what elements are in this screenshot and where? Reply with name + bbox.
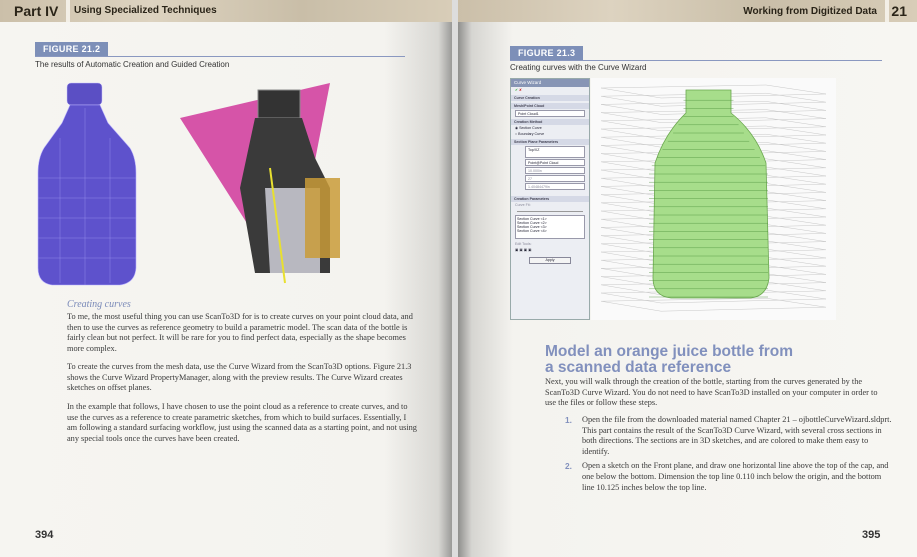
automatic-creation-bottle xyxy=(38,83,136,285)
section-method[interactable]: Creation Method xyxy=(511,119,589,125)
distance-field[interactable]: 10.000in xyxy=(525,167,585,174)
page-number: 394 xyxy=(35,529,54,541)
curve-preview-viewport xyxy=(591,78,836,320)
figure-label: FIGURE 21.3 xyxy=(510,46,583,60)
figure-rule xyxy=(510,60,882,61)
plane-field[interactable]: Top/XZ xyxy=(525,146,585,158)
pm-title: Curve Wizard xyxy=(511,79,589,87)
paragraph-2: To create the curves from the mesh data, use the Curve Wizard from the ScanTo3D options. Figure 21.3 shows the Curve Wizard PropertyManager, along with the preview results. The Curve Wizard creates sketches on offset planes. xyxy=(67,362,412,393)
steps-list xyxy=(565,415,893,497)
radio-boundary-curve[interactable]: ○ Boundary Curve xyxy=(515,132,545,136)
point-field[interactable]: Point@Point Cloud xyxy=(525,159,585,166)
list-item[interactable]: Section Curve <4> xyxy=(517,229,547,233)
curve-fit-label: Curve Fit: xyxy=(515,203,531,207)
header-title: Working from Digitized Data xyxy=(743,6,877,17)
edit-tools-label: Edit Tools: xyxy=(515,242,532,246)
page-number: 395 xyxy=(862,529,881,541)
radio-section-curve[interactable]: ◉ Section Curve xyxy=(515,126,542,130)
figure-rule xyxy=(35,56,405,57)
paragraph-1: To me, the most useful thing you can use ScanTo3D for is to create curves on your point cloud data, and then to use the curves as reference geometry to build a parametric model. The scan data of the bottle is fairly clean but not perfect. It will be rare for you to find perfect data, especially as the shape becomes more complex. xyxy=(67,312,413,353)
chapter-number: 21 xyxy=(891,3,907,19)
section-plane-params[interactable]: Section Plane Parameters xyxy=(511,139,589,145)
spacing-field[interactable]: 1.40484479in xyxy=(525,183,585,190)
cancel-icon[interactable]: ✘ xyxy=(519,88,523,92)
left-page xyxy=(0,0,452,557)
edit-tool-icons[interactable]: ▣ ▣ ▣ ▣ xyxy=(515,248,532,252)
figure-caption: Creating curves with the Curve Wizard xyxy=(510,63,647,72)
figure-label: FIGURE 21.2 xyxy=(35,42,108,56)
mesh-field[interactable]: Point Cloud1 xyxy=(515,110,585,117)
ok-icon[interactable]: ✔ xyxy=(515,88,519,92)
list-item[interactable]: Section Curve <1> xyxy=(517,217,547,221)
intro-paragraph: Next, you will walk through the creation of the bottle, starting from the curves generated by the ScanTo3D Curve Wizard. You do not need to have ScanTo3D installed on your computer in order to use the files or follow these steps. xyxy=(545,377,878,408)
list-item[interactable]: Section Curve <3> xyxy=(517,225,547,229)
section-creation-params[interactable]: Creation Parameters xyxy=(511,196,589,202)
step-1: 1. Open the file from the downloaded material named Chapter 21 – ojbottleCurveWizard.sldprt. This part contains the result of the ScanTo3D Curve Wizard, with several cross sections in both directions. The sections are in 3D sketches, and are colored to make them easy to identify. xyxy=(565,415,892,456)
guided-creation-bottle xyxy=(180,83,340,283)
subheading-creating-curves: Creating curves xyxy=(67,299,131,310)
count-field[interactable]: 27 xyxy=(525,175,585,182)
section-heading: Model an orange juice bottle from a scanned data reference xyxy=(545,343,794,376)
curve-fit-slider[interactable] xyxy=(517,211,583,212)
curve-wizard-property-manager xyxy=(510,78,590,320)
list-item[interactable]: Section Curve <2> xyxy=(517,221,547,225)
figure-caption: The results of Automatic Creation and Guided Creation xyxy=(35,60,230,69)
step-2: 2. Open a sketch on the Front plane, and draw one horizontal line above the top of the cap, and one below the bottom. Dimension the top line 0.110 inch below the origin, and the bottom line 10.125 inches below the top line. xyxy=(565,461,889,492)
paragraph-3: In the example that follows, I have chosen to use the point cloud as a reference to create curves, and to use the curves as a reference to create parametric sketches, from which to build surfaces. Essentially, I am following a standard surfacing workflow, just using the scanned data as a starting point, and not using any special tools once the curves have been created. xyxy=(67,402,417,443)
curve-list[interactable] xyxy=(515,215,585,239)
apply-button[interactable]: Apply xyxy=(529,257,571,264)
header-title: Using Specialized Techniques xyxy=(74,5,217,16)
bottle-mesh-figure xyxy=(30,78,370,293)
section-mesh[interactable]: Mesh/Point Cloud xyxy=(511,103,589,109)
section-curve-creation[interactable]: Curve Creation xyxy=(511,95,589,101)
part-label: Part IV xyxy=(14,3,59,19)
